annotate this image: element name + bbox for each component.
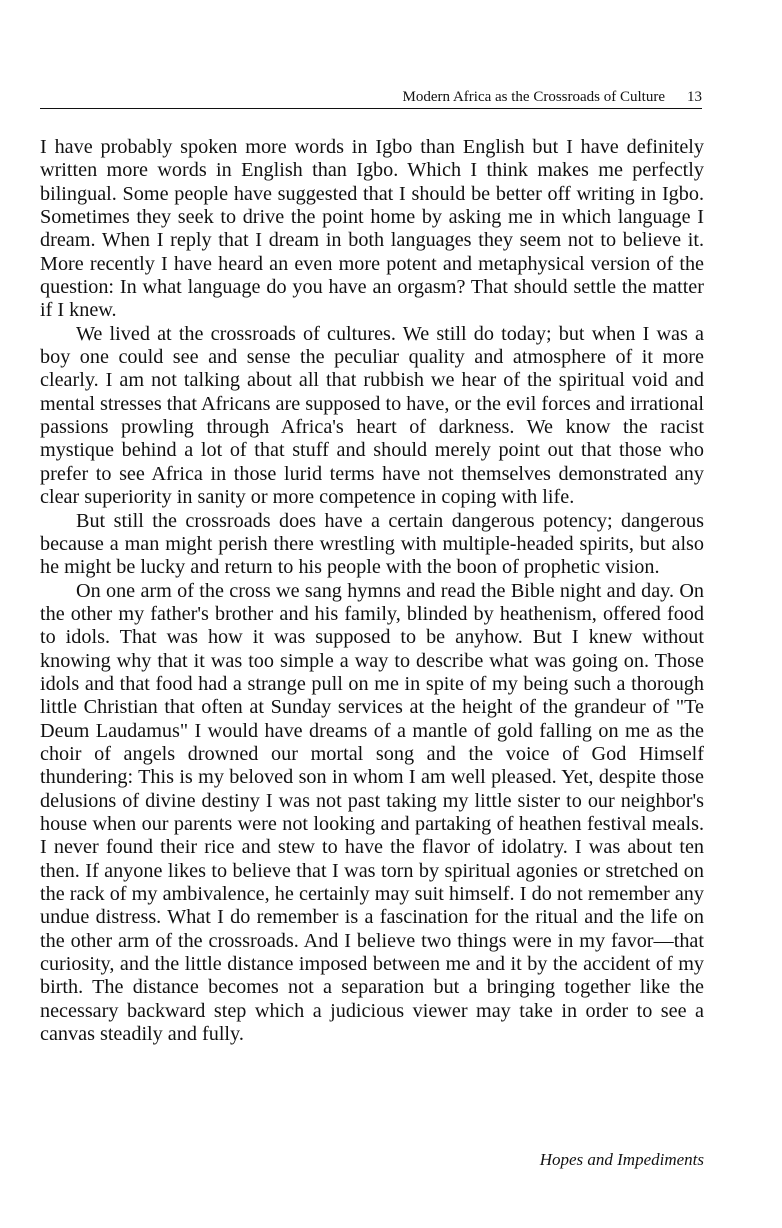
footer-book-title: Hopes and Impediments	[539, 1150, 704, 1169]
page-number: 13	[687, 89, 702, 105]
running-header	[40, 86, 702, 109]
body-text	[40, 136, 704, 1046]
running-title: Modern Africa as the Crossroads of Culture	[402, 89, 665, 105]
paragraph: But still the crossroads does have a certain dangerous potency; dangerous because a man might perish there wrestling with multiple-headed spirits, but also he might be lucky and return to his people with the boon of prophetic vision.	[40, 509, 704, 579]
paragraph: We lived at the crossroads of cultures. We still do today; but when I was a boy one could see and sense the peculiar quality and atmosphere of it more clearly. I am not talking about all that rubbish we hear of the spiritual void and mental stresses that Africans are supposed to have, or the evil forces and irrational passions prowling through Africa's heart of darkness. We know the racist mystique behind a lot of that stuff and should merely point out that those who prefer to see Africa in those lurid terms have not themselves demonstrated any clear superiority in sanity or more competence in coping with life.	[40, 322, 704, 509]
paragraph: On one arm of the cross we sang hymns and read the Bible night and day. On the other my father's brother and his family, blinded by heathenism, offered food to idols. That was how it was supposed to be anyhow. But I knew without knowing why that it was too simple a way to describe what was going on. Those idols and that food had a strange pull on me in spite of my being such a thorough little Christian that often at Sunday services at the height of the grandeur of "Te Deum Laudamus" I would have dreams of a mantle of gold falling on me as the choir of angels drowned our mortal song and the voice of God Himself thundering: This is my beloved son in whom I am well pleased. Yet, despite those delusions of divine destiny I was not past taking my little sister to our neighbor's house when our parents were not looking and partaking of heathen festival meals. I never found their rice and stew to have the flavor of idolatry. I was about ten then. If anyone likes to believe that I was torn by spiritual agonies or stretched on the rack of my ambivalence, he certainly may suit himself. I do not remember any undue distress. What I do remember is a fascination for the ritual and the life on the other arm of the crossroads. And I believe two things were in my favor—that curiosity, and the little distance imposed between me and it by the accident of my birth. The distance becomes not a separation but a bringing together like the necessary backward step which a judicious viewer may take in order to see a canvas steadily and fully.	[40, 579, 704, 1046]
paragraph: I have probably spoken more words in Igbo than English but I have definitely written more words in English than Igbo. Which I think makes me perfectly bilingual. Some people have suggested that I should be better off writing in Igbo. Sometimes they seek to drive the point home by asking me in which language I dream. When I reply that I dream in both languages they seem not to believe it. More recently I have heard an even more potent and metaphysical version of the question: In what language do you have an orgasm? That should settle the matter if I knew.	[40, 136, 704, 322]
